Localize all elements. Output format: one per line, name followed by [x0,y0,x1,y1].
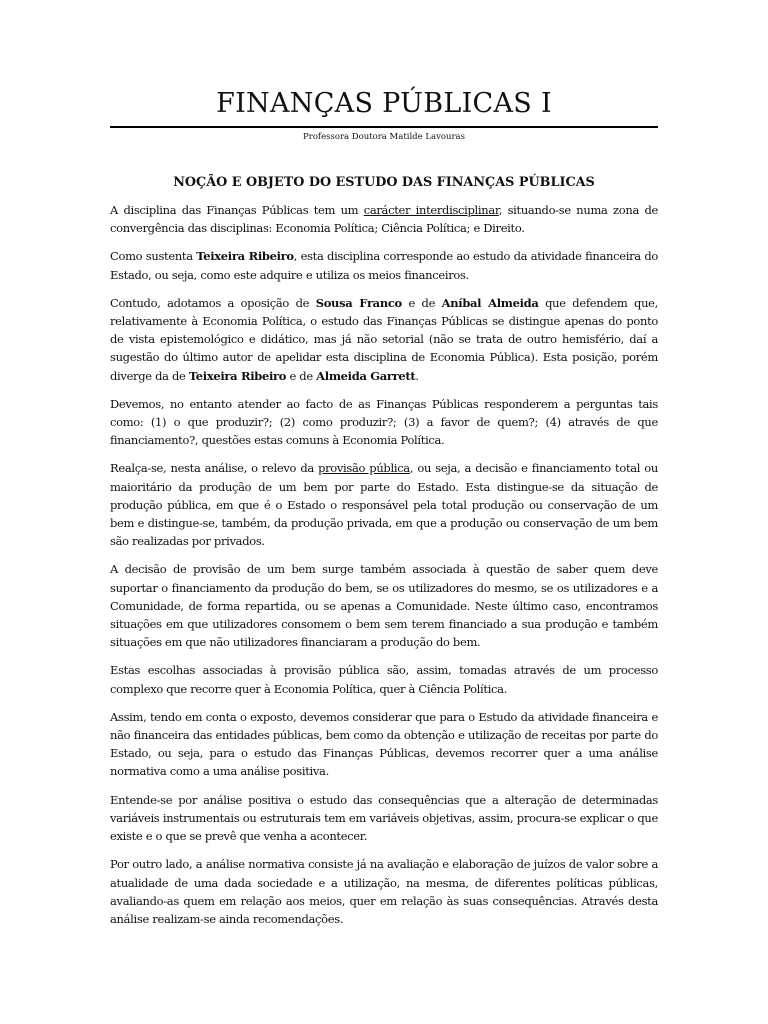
underlined-term: provisão pública [318,461,410,476]
text-run: Realça-se, nesta análise, o relevo da [110,461,319,476]
paragraph [110,201,658,237]
text-run: . [415,368,419,383]
text-run: e de [286,368,317,383]
text-run: Estas escolhas associadas à provisão pública são, assim, tomadas através de um processo complexo que recorre quer à Economia Política, quer à Ciência Política. [110,663,658,696]
title-divider [110,126,658,128]
paragraph [110,459,658,550]
underlined-term: carácter interdisciplinar [363,203,499,217]
paragraph [110,661,658,697]
text-run: A decisão de provisão de um bem surge também associada à questão de saber quem deve suportar o financiamento da produção do bem, se os utilizadores do mesmo, se os utilizadores e a Comunidade, de forma repartida, ou se apenas a Comunidade. Neste último caso, encontramos situações em que utilizadores consomem o bem sem terem financiado a sua produção e também situações em que não utilizadores financiaram a produção do bem. [110,562,658,650]
text-run: Devemos, no entanto atender ao facto de as Finanças Públicas responderem a perguntas tais como: (1) o que produzir?; (2) como produzir?; (3) a favor de quem?; (4) através de que financiamento?, questões estas comuns à Economia Política. [110,396,658,448]
text-run: Contudo, adotamos a oposição de [110,295,316,310]
text-run: , situando-se numa zona de convergência das disciplinas: Economia Política; Ciência Política; e Direito. [110,203,658,236]
text-run: Como sustenta [110,249,197,264]
text-run: Por outro lado, a análise normativa consiste já na avaliação e elaboração de juízos de valor sobre a atualidade de uma dada sociedade e a utilização, na mesma, de diferentes políticas públicas, avaliando-as quem em relação aos meios, quer em relação às suas consequências. Através desta análise realizam-se ainda recomendações. [110,857,658,926]
paragraph [110,294,658,385]
paragraph [110,247,658,283]
text-run: , esta disciplina corresponde ao estudo da atividade financeira do Estado, ou seja, como este adquire e utiliza os meios financeiros. [110,249,658,282]
section-heading: NOÇÃO E OBJETO DO ESTUDO DAS FINANÇAS PÚBLICAS [173,175,595,190]
text-run: Assim, tendo em conta o exposto, devemos considerar que para o Estudo da atividade financeira e não financeira das entidades públicas, bem como da obtenção e utilização de receitas por parte do Estado, ou seja, para o estudo das Finanças Públicas, devemos recorrer quer a uma análise normativa como a uma análise positiva. [110,709,658,779]
document-title: FINANÇAS PÚBLICAS I [216,88,552,119]
text-run: Entende-se por análise positiva o estudo das consequências que a alteração de determinadas variáveis instrumentais ou estruturais tem em variáveis objetivas, assim, procura-se explicar o que existe e o que se prevê que venha a acontecer. [110,792,658,844]
paragraph [110,395,658,450]
paragraph [110,560,658,651]
text-run: e de [401,295,442,310]
text-run: A disciplina das Finanças Públicas tem um [110,203,364,217]
text-run: que defendem que, relativamente à Economia Política, o estudo das Finanças Públicas se distingue apenas do ponto de vista epistemológico e didático, mas já não setorial (não se trata de outro hemisfério, daí a sugestão do último autor de apelidar esta disciplina de Economia Pública). Esta posição, porém diverge da de [110,295,658,383]
document-page [110,86,658,938]
paragraph [110,708,658,781]
emphasized-name: Teixeira Ribeiro [196,249,294,264]
author-line: Professora Doutora Matilde Lavouras [303,132,465,142]
text-run: , ou seja, a decisão e financiamento total ou maioritário da produção de um bem por parte do Estado. Esta distingue-se da situação de produção pública, em que é o Estado o responsável pela total produção ou conservação de um bem e distingue-se, também, da produção privada, em que a produção ou conservação de um bem são realizadas por privados. [110,461,658,549]
emphasized-name: Teixeira Ribeiro [188,368,287,383]
body-text [110,201,658,928]
paragraph [110,791,658,846]
emphasized-name: Aníbal Almeida [441,295,539,310]
emphasized-name: Almeida Garrett [316,368,416,383]
emphasized-name: Sousa Franco [315,295,402,310]
paragraph [110,855,658,928]
